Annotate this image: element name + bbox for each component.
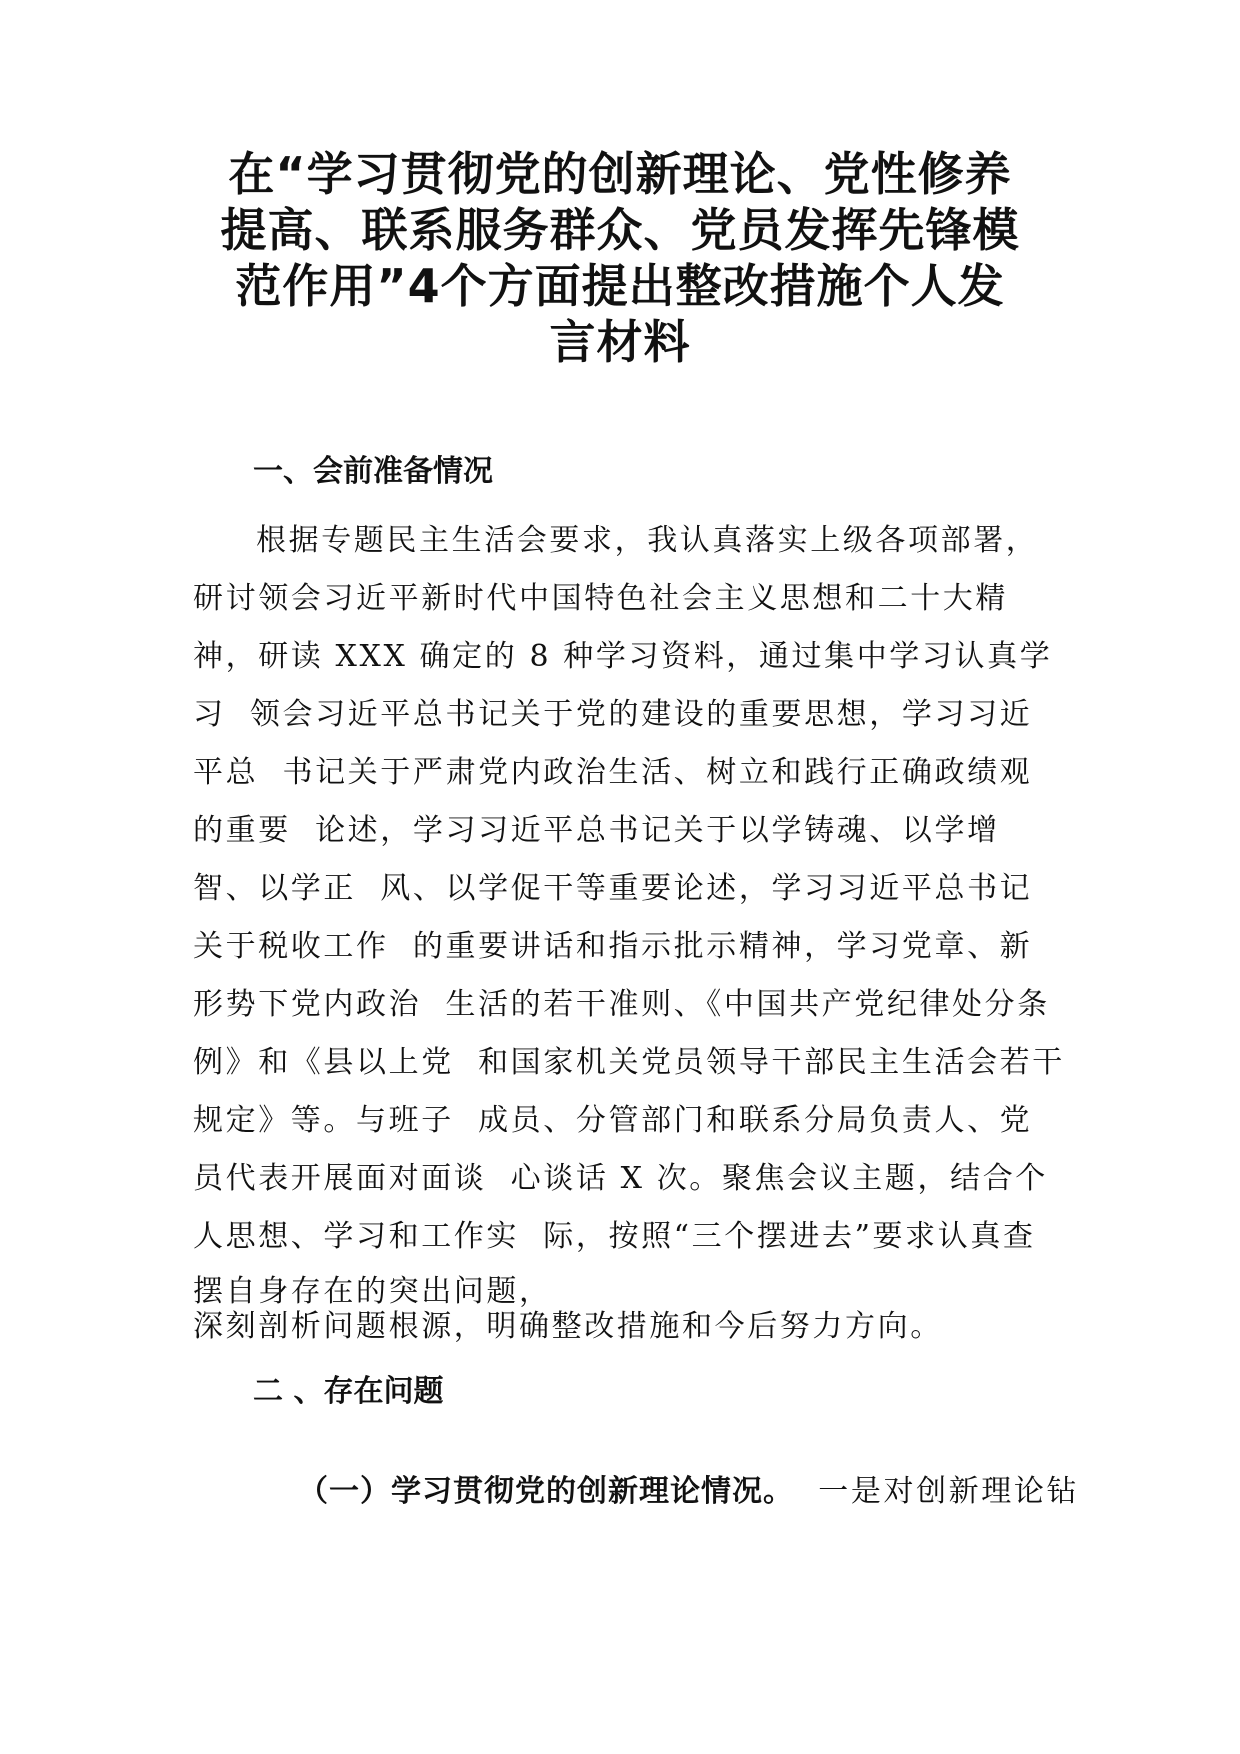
- title-line: 言材料: [549, 315, 691, 369]
- title-line: 在“学习贯彻党的创新理论、党性修养: [228, 147, 1012, 201]
- paragraph-line: 人思想、学习和工作实 际，按照“三个摆进去”要求认真查: [193, 1219, 1036, 1254]
- paragraph-line: 深刻剖析问题根源，明确整改措施和今后努力方向。: [193, 1309, 943, 1344]
- paragraph-line: 根据专题民主生活会要求，我认真落实上级各项部署，: [256, 523, 1039, 558]
- subsection-title: （一）学习贯彻党的创新理论情况。: [298, 1474, 794, 1509]
- paragraph-line: 摆自身存在的突出问题，: [193, 1274, 552, 1309]
- title-line: 提高、联系服务群众、党员发挥先锋模: [220, 203, 1020, 257]
- paragraph-line: 关于税收工作 的重要讲话和指示批示精神，学习党章、新: [193, 929, 1033, 964]
- document-title: [150, 146, 1090, 370]
- paragraph-line: 研讨领会习近平新时代中国特色社会主义思想和二十大精: [193, 581, 1008, 616]
- section-heading-preparation: 一、会前准备情况: [253, 454, 493, 489]
- paragraph-line: 神，研读 XXX 确定的 8 种学习资料，通过集中学习认真学: [193, 639, 1053, 674]
- subsection-heading: [268, 1432, 1079, 1552]
- paragraph-line: 的重要 论述，学习习近平总书记关于以学铸魂、以学增: [193, 813, 1000, 848]
- subsection-text: 一是对创新理论钻: [794, 1474, 1080, 1509]
- paragraph-line: 规定》等。与班子 成员、分管部门和联系分局负责人、党: [193, 1103, 1033, 1138]
- paragraph-line: 平总 书记关于严肃党内政治生活、树立和践行正确政绩观: [193, 755, 1033, 790]
- section-heading-problems: 二 、存在问题: [253, 1374, 444, 1409]
- paragraph-line: 员代表开展面对面谈 心谈话 X 次。聚焦会议主题，结合个: [193, 1161, 1048, 1196]
- paragraph-line: 例》和《县以上党 和国家机关党员领导干部民主生活会若干: [193, 1045, 1065, 1080]
- title-line: 范作用”4个方面提出整改措施个人发: [235, 259, 1005, 313]
- paragraph-line: 智、以学正 风、以学促干等重要论述，学习习近平总书记: [193, 871, 1033, 906]
- paragraph-line: 习 领会习近平总书记关于党的建设的重要思想，学习习近: [193, 697, 1033, 732]
- paragraph-line: 形势下党内政治 生活的若干准则、《中国共产党纪律处分条: [193, 987, 1050, 1022]
